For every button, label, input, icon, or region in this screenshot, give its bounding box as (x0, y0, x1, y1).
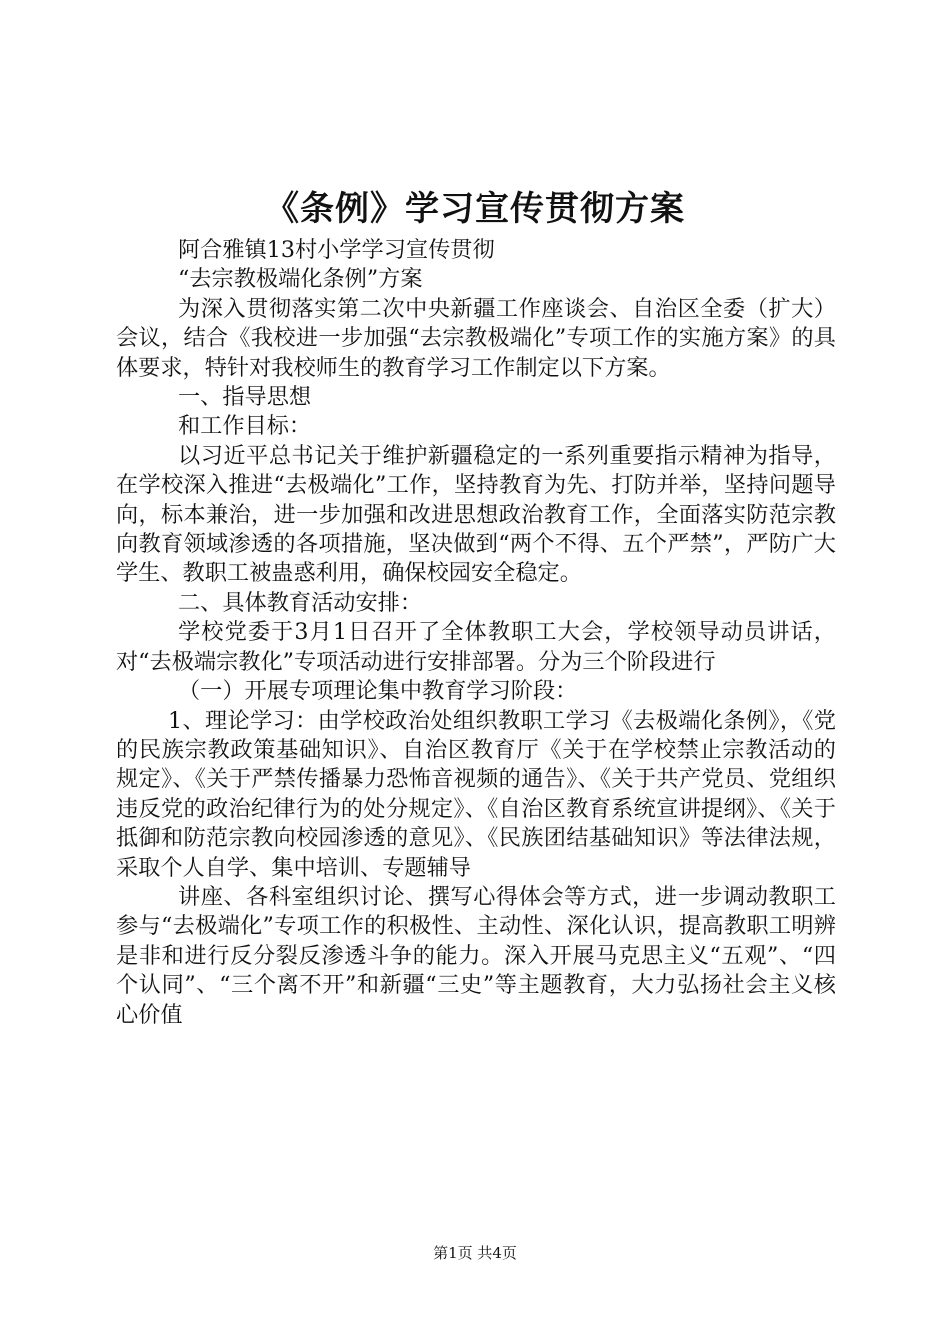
paragraph-lectures: 讲座、各科室组织讨论、撰写心得体会等方式，进一步调动教职工参与“去极端化”专项工作的积极性、主动性、深化认识，提高教职工明辨是非和进行反分裂反渗透斗争的能力。深入开展马克思主义“五观”、“四个认同”、“三个离不开”和新疆“三史”等主题教育，大力弘扬社会主义核心价值 (116, 883, 836, 1028)
page-footer: 第1页 共4页 (433, 1244, 517, 1262)
document-title: 《条例》学习宣传贯彻方案 (265, 189, 685, 229)
heading-work-goals: 和工作目标： (178, 413, 312, 440)
paragraph-school-name: 阿合雅镇13村小学学习宣传贯彻 (178, 237, 495, 263)
document-body (116, 236, 836, 1030)
heading-activity-arrangement: 二、具体教育活动安排： (178, 589, 423, 616)
paragraph-intro: 为深入贯彻落实第二次中央新疆工作座谈会、自治区全委（扩大）会议，结合《我校进一步加强“去宗教极端化”专项工作的实施方案》的具体要求，特针对我校师生的教育学习工作制定以下方案。 (116, 295, 836, 381)
heading-stage-one: （一）开展专项理论集中教育学习阶段： (178, 678, 578, 705)
paragraph-plan-subtitle: “去宗教极端化条例”方案 (178, 266, 423, 293)
heading-guiding-thought: 一、指导思想 (178, 384, 312, 411)
paragraph-staff-meeting: 学校党委于3月1日召开了全体教职工大会，学校领导动员讲话，对“去极端宗教化”专项活动进行安排部署。分为三个阶段进行 (116, 619, 836, 675)
paragraph-guiding-content: 以习近平总书记关于维护新疆稳定的一系列重要指示精神为指导，在学校深入推进“去极端化”工作，坚持教育为先、打防并举，坚持问题导向，标本兼治，进一步加强和改进思想政治教育工作，全面落实防范宗教向教育领域渗透的各项措施，坚决做到“两个不得、五个严禁”，严防广大学生、教职工被蛊惑利用，确保校园安全稳定。 (116, 442, 836, 587)
paragraph-theory-study: 1、理论学习：由学校政治处组织教职工学习《去极端化条例》，《党的民族宗教政策基础知识》、自治区教育厅《关于在学校禁止宗教活动的规定》、《关于严禁传播暴力恐怖音视频的通告》、《关于共产党员、党组织违反党的政治纪律行为的处分规定》、《自治区教育系统宣讲提纲》、《关于抵御和防范宗教向校园渗透的意见》、《民族团结基础知识》等法律法规，采取个人自学、集中培训、专题辅导 (116, 707, 836, 881)
